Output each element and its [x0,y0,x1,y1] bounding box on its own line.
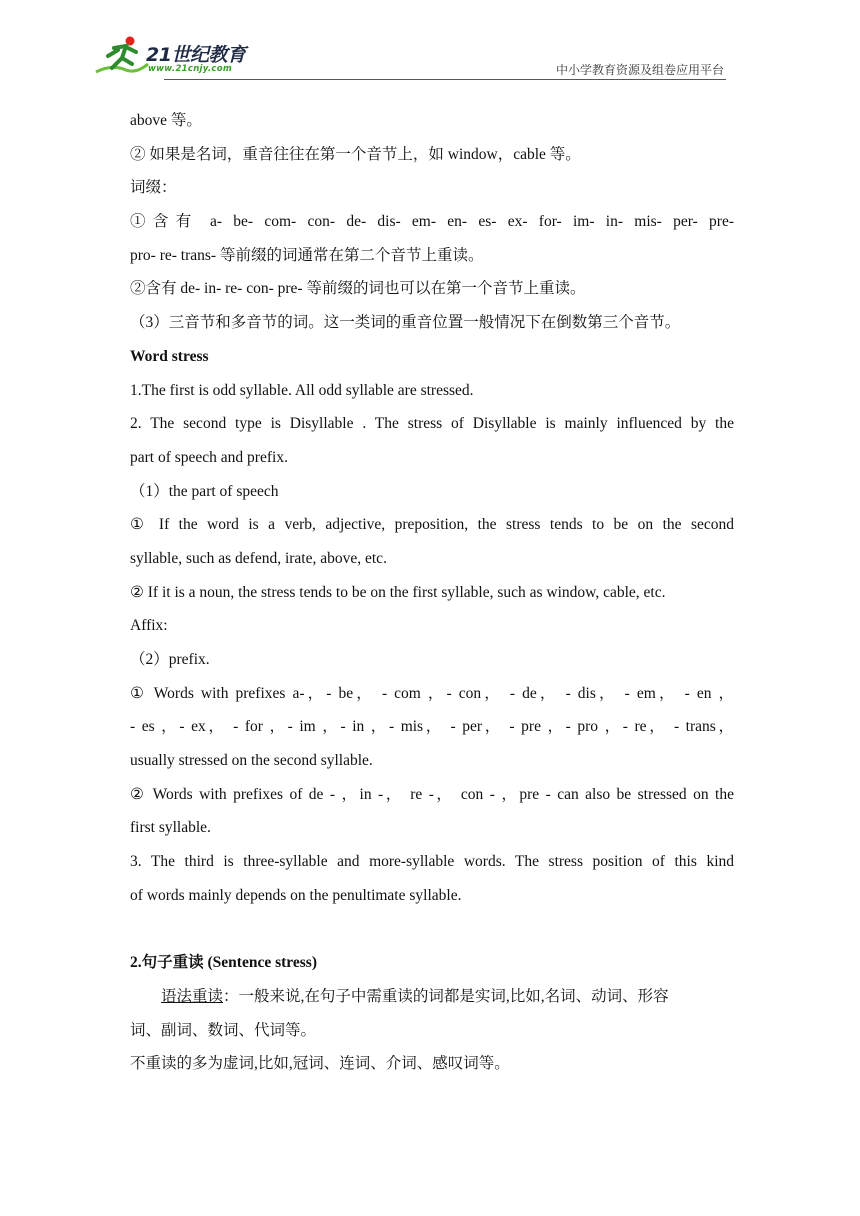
text-line: part of speech and prefix. [130,448,288,466]
underlined-term: 语法重读 [161,987,224,1005]
platform-tagline: 中小学教育资源及组卷应用平台 [555,63,724,77]
logo [92,34,262,78]
text-line: （3）三音节和多音节的词。这一类词的重音位置一般情况下在倒数第三个音节。 [130,314,681,332]
text-line: of words mainly depends on the penultimate syllable. [130,886,462,904]
page-header [92,30,728,82]
text-line: usually stressed on the second syllable. [130,752,373,770]
text-line: 词缀： [130,179,177,197]
text-line: （1）the part of speech [130,482,279,500]
text-line: - es ，- ex， - for ，- im ，- in ，- mis， - per， - pre ，- pro ，- re， - trans， [130,718,734,736]
text-line: ①含有 a- be- com- con- de- dis- em- en- es- ex- for- im- in- mis- per- pre- [130,213,734,231]
logo-wordmark: 21世纪教育 [146,44,246,66]
text-line: ② 如果是名词，重音往往在第一个音节上，如 window，cable 等。 [130,145,581,163]
text-line: ① Words with prefixes a-，- be， - com ，- con， - de， - dis， - em， - en ， [130,684,734,702]
text-line: （2）prefix. [130,651,210,668]
text-line: ② If it is a noun, the stress tends to be on the first syllable, such as window, cable, etc. [130,583,666,601]
text-line: ① If the word is a verb, adjective, preposition, the stress tends to be on the second [130,516,734,534]
section-heading: Word stress [130,347,209,365]
section-heading: 2.句子重读 (Sentence stress) [130,954,317,972]
text-line: above 等。 [130,112,202,129]
text-line: 1.The first is odd syllable. All odd syllable are stressed. [130,381,474,399]
text-span: ：一般来说,在句子中需重读的词都是实词,比如,名词、动词、形容 [223,987,669,1005]
text-line: pro- re- trans- 等前缀的词通常在第二个音节上重读。 [130,246,484,264]
text-line: 3. The third is three-syllable and more-syllable words. The stress position of this kind [130,853,734,871]
document-body [130,104,734,1081]
text-line: syllable, such as defend, irate, above, etc. [130,549,387,567]
text-line: ② Words with prefixes of de - ，in -， re -， con - ，pre - can also be stressed on the [130,785,734,803]
header-divider [164,79,726,80]
text-line: 词、副词、数词、代词等。 [130,1021,317,1039]
text-line: first syllable. [130,819,211,837]
text-line [130,980,734,1014]
logo-url: www.21cnjy.com [148,64,232,74]
text-line: 2. The second type is Disyllable . The stress of Disyllable is mainly influenced by the [130,415,734,433]
blank-line [130,913,734,947]
runner-logo-icon [92,34,152,78]
text-line: ②含有 de- in- re- con- pre- 等前缀的词也可以在第一个音节上重读。 [130,280,586,298]
text-line: 不重读的多为虚词,比如,冠词、连词、介词、感叹词等。 [130,1055,510,1073]
text-line: Affix: [130,617,168,635]
